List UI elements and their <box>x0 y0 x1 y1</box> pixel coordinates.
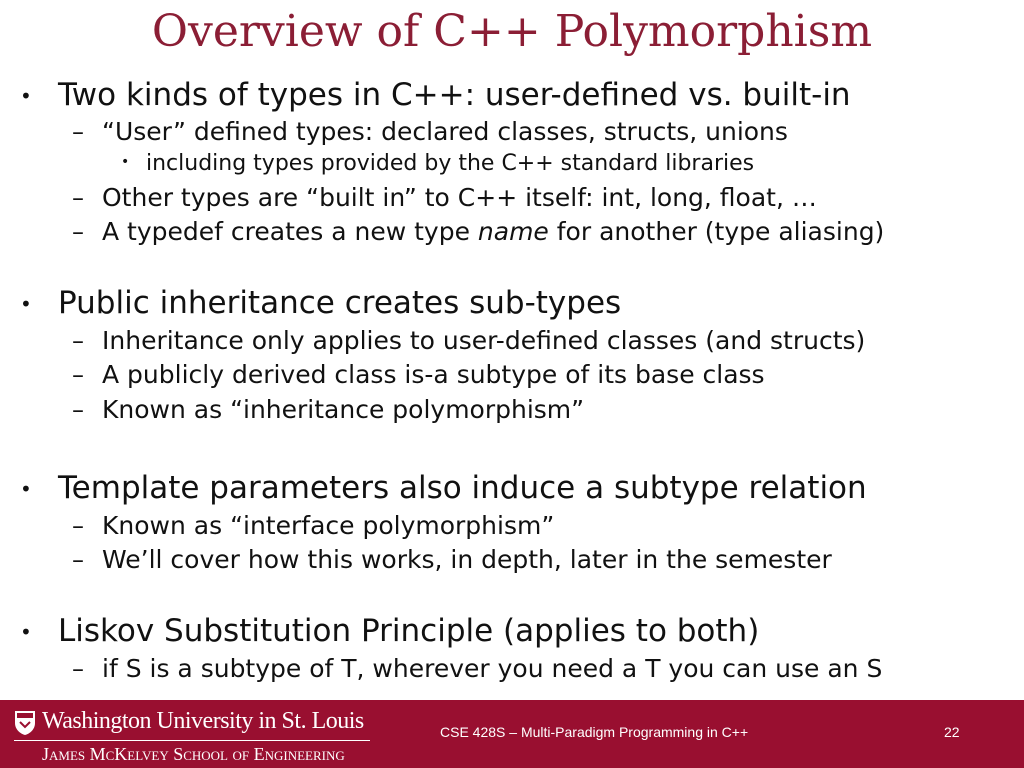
dash-icon: – <box>72 327 84 355</box>
bullet-icon: • <box>121 154 130 170</box>
bullet-level2-text: Known as “interface polymorphism” <box>102 511 555 540</box>
bullet-level1-text: Public inheritance creates sub-types <box>58 285 622 321</box>
bullet-level2-text <box>102 217 884 246</box>
typedef-text-after: for another (type aliasing) <box>548 217 885 246</box>
dash-icon: – <box>72 118 84 146</box>
bullet-icon: • <box>20 477 32 501</box>
dash-icon: – <box>72 184 84 212</box>
dash-icon: – <box>72 546 84 574</box>
bullet-icon: • <box>20 292 32 316</box>
university-logo <box>14 706 372 764</box>
bullet-level2-text: A publicly derived class is-a subtype of its base class <box>102 360 765 389</box>
bullet-level2-text: Inheritance only applies to user-defined classes (and structs) <box>102 326 866 355</box>
dash-icon: – <box>72 218 84 246</box>
bullet-level2-text: Other types are “built in” to C++ itself: int, long, float, … <box>102 183 817 212</box>
bullet-level2-text: Known as “inheritance polymorphism” <box>102 395 585 424</box>
footer-course-title: CSE 428S – Multi-Paradigm Programming in C++ <box>440 724 749 740</box>
bullet-level1-text: Liskov Substitution Principle (applies to both) <box>58 613 760 649</box>
bullet-level2-text: We’ll cover how this works, in depth, later in the semester <box>102 545 832 574</box>
bullet-level1-text: Two kinds of types in C++: user-defined vs. built-in <box>58 77 851 113</box>
bullet-icon: • <box>20 620 32 644</box>
slide-footer <box>0 700 1024 768</box>
logo-divider <box>14 740 370 741</box>
bullet-level2-text: “User” defined types: declared classes, structs, unions <box>102 117 788 146</box>
typedef-text-before: A typedef creates a new type <box>102 217 478 246</box>
bullet-level3-text: including types provided by the C++ standard libraries <box>146 151 755 176</box>
dash-icon: – <box>72 512 84 540</box>
typedef-emphasis: name <box>477 217 549 246</box>
dash-icon: – <box>72 361 84 389</box>
dash-icon: – <box>72 655 84 683</box>
shield-icon <box>14 710 36 736</box>
logo-university-name: Washington University in St. Louis <box>42 708 364 734</box>
dash-icon: – <box>72 396 84 424</box>
slide-title: Overview of C++ Polymorphism <box>151 6 873 57</box>
logo-school-name: James McKelvey School of Engineering <box>42 744 345 764</box>
bullet-icon: • <box>20 84 32 108</box>
page-number: 22 <box>944 724 960 740</box>
bullet-level2-text: if S is a subtype of T, wherever you need a T you can use an S <box>102 654 883 683</box>
bullet-level1-text: Template parameters also induce a subtype relation <box>58 470 867 506</box>
